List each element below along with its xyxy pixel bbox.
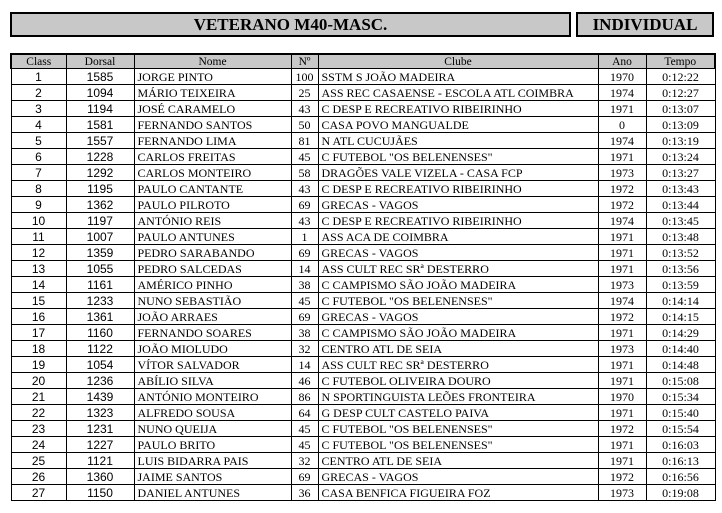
cell-nome: CARLOS FREITAS — [134, 149, 291, 165]
table-row — [11, 229, 715, 245]
cell-nome: DANIEL ANTUNES — [134, 485, 291, 501]
cell-class: 8 — [11, 181, 66, 197]
cell-ano: 1971 — [598, 149, 646, 165]
table-row — [11, 85, 715, 101]
cell-tempo: 0:14:29 — [646, 325, 715, 341]
cell-class: 10 — [11, 213, 66, 229]
cell-number: 69 — [291, 245, 318, 261]
cell-number: 1 — [291, 229, 318, 245]
cell-dorsal: 1360 — [66, 469, 134, 485]
cell-class: 3 — [11, 101, 66, 117]
cell-class: 23 — [11, 421, 66, 437]
cell-class: 22 — [11, 405, 66, 421]
table-row — [11, 453, 715, 469]
cell-number: 69 — [291, 309, 318, 325]
table-row — [11, 117, 715, 133]
cell-ano: 1972 — [598, 181, 646, 197]
cell-number: 32 — [291, 341, 318, 357]
cell-number: 64 — [291, 405, 318, 421]
cell-class: 15 — [11, 293, 66, 309]
cell-class: 19 — [11, 357, 66, 373]
table-row — [11, 165, 715, 181]
cell-dorsal: 1150 — [66, 485, 134, 501]
category-title — [10, 12, 571, 37]
cell-number: 43 — [291, 213, 318, 229]
cell-number: 86 — [291, 389, 318, 405]
cell-ano: 1974 — [598, 293, 646, 309]
table-row — [11, 437, 715, 453]
table-row — [11, 261, 715, 277]
cell-tempo: 0:13:43 — [646, 181, 715, 197]
cell-dorsal: 1197 — [66, 213, 134, 229]
cell-tempo: 0:13:07 — [646, 101, 715, 117]
cell-number: 45 — [291, 149, 318, 165]
cell-clube: C FUTEBOL OLIVEIRA DOURO — [318, 373, 598, 389]
cell-class: 25 — [11, 453, 66, 469]
cell-number: 45 — [291, 437, 318, 453]
cell-ano: 0 — [598, 117, 646, 133]
table-row — [11, 69, 715, 85]
table-row — [11, 341, 715, 357]
cell-tempo: 0:16:03 — [646, 437, 715, 453]
cell-class: 24 — [11, 437, 66, 453]
column-header-dorsal: Dorsal — [66, 54, 134, 69]
cell-class: 2 — [11, 85, 66, 101]
cell-clube: CENTRO ATL DE SEIA — [318, 453, 598, 469]
cell-clube: ASS ACA DE COIMBRA — [318, 229, 598, 245]
cell-class: 26 — [11, 469, 66, 485]
cell-tempo: 0:16:13 — [646, 453, 715, 469]
cell-clube: C DESP E RECREATIVO RIBEIRINHO — [318, 181, 598, 197]
cell-tempo: 0:14:48 — [646, 357, 715, 373]
cell-class: 14 — [11, 277, 66, 293]
cell-class: 5 — [11, 133, 66, 149]
cell-clube: G DESP CULT CASTELO PAIVA — [318, 405, 598, 421]
cell-class: 21 — [11, 389, 66, 405]
cell-tempo: 0:13:24 — [646, 149, 715, 165]
cell-ano: 1973 — [598, 485, 646, 501]
cell-ano: 1974 — [598, 85, 646, 101]
column-header-tempo: Tempo — [646, 54, 715, 69]
table-row — [11, 421, 715, 437]
cell-nome: NUNO QUEIJA — [134, 421, 291, 437]
cell-ano: 1971 — [598, 373, 646, 389]
results-table-body — [11, 69, 715, 501]
column-header-class: Class — [11, 54, 66, 69]
cell-clube: ASS REC CASAENSE - ESCOLA ATL COIMBRA — [318, 85, 598, 101]
cell-class: 1 — [11, 69, 66, 85]
cell-number: 43 — [291, 101, 318, 117]
cell-nome: FERNANDO LIMA — [134, 133, 291, 149]
cell-tempo: 0:13:19 — [646, 133, 715, 149]
cell-clube: C FUTEBOL "OS BELENENSES" — [318, 149, 598, 165]
cell-nome: JAIME SANTOS — [134, 469, 291, 485]
cell-number: 58 — [291, 165, 318, 181]
cell-number: 45 — [291, 293, 318, 309]
cell-ano: 1971 — [598, 101, 646, 117]
table-row — [11, 181, 715, 197]
cell-class: 4 — [11, 117, 66, 133]
cell-dorsal: 1362 — [66, 197, 134, 213]
cell-class: 6 — [11, 149, 66, 165]
cell-dorsal: 1094 — [66, 85, 134, 101]
results-table — [10, 53, 716, 501]
cell-ano: 1971 — [598, 261, 646, 277]
cell-clube: N SPORTINGUISTA LEÕES FRONTEIRA — [318, 389, 598, 405]
cell-dorsal: 1292 — [66, 165, 134, 181]
cell-number: 38 — [291, 325, 318, 341]
cell-number: 43 — [291, 181, 318, 197]
cell-number: 100 — [291, 69, 318, 85]
table-row — [11, 405, 715, 421]
column-header-nome: Nome — [134, 54, 291, 69]
cell-nome: LUIS BIDARRA PAIS — [134, 453, 291, 469]
cell-number: 25 — [291, 85, 318, 101]
cell-nome: PAULO PILROTO — [134, 197, 291, 213]
cell-number: 69 — [291, 197, 318, 213]
cell-ano: 1971 — [598, 229, 646, 245]
cell-dorsal: 1439 — [66, 389, 134, 405]
cell-dorsal: 1194 — [66, 101, 134, 117]
cell-nome: PAULO CANTANTE — [134, 181, 291, 197]
cell-dorsal: 1585 — [66, 69, 134, 85]
table-row — [11, 149, 715, 165]
cell-ano: 1973 — [598, 341, 646, 357]
cell-clube: C DESP E RECREATIVO RIBEIRINHO — [318, 213, 598, 229]
cell-clube: CASA POVO MANGUALDE — [318, 117, 598, 133]
cell-class: 11 — [11, 229, 66, 245]
cell-clube: DRAGÕES VALE VIZELA - CASA FCP — [318, 165, 598, 181]
cell-clube: C DESP E RECREATIVO RIBEIRINHO — [318, 101, 598, 117]
cell-nome: MÁRIO TEIXEIRA — [134, 85, 291, 101]
cell-tempo: 0:12:27 — [646, 85, 715, 101]
cell-nome: ABÍLIO SILVA — [134, 373, 291, 389]
cell-class: 7 — [11, 165, 66, 181]
cell-ano: 1971 — [598, 437, 646, 453]
cell-nome: PEDRO SARABANDO — [134, 245, 291, 261]
cell-tempo: 0:13:09 — [646, 117, 715, 133]
cell-dorsal: 1581 — [66, 117, 134, 133]
table-row — [11, 389, 715, 405]
cell-dorsal: 1228 — [66, 149, 134, 165]
table-row — [11, 309, 715, 325]
cell-clube: GRECAS - VAGOS — [318, 197, 598, 213]
cell-clube: C FUTEBOL "OS BELENENSES" — [318, 421, 598, 437]
cell-nome: JOÃO MIOLUDO — [134, 341, 291, 357]
cell-dorsal: 1195 — [66, 181, 134, 197]
table-row — [11, 293, 715, 309]
cell-clube: N ATL CUCUJÃES — [318, 133, 598, 149]
cell-tempo: 0:13:56 — [646, 261, 715, 277]
cell-nome: JOÃO ARRAES — [134, 309, 291, 325]
classification-mode — [576, 12, 714, 37]
cell-number: 46 — [291, 373, 318, 389]
cell-dorsal: 1236 — [66, 373, 134, 389]
cell-tempo: 0:13:59 — [646, 277, 715, 293]
table-row — [11, 101, 715, 117]
cell-tempo: 0:13:52 — [646, 245, 715, 261]
cell-number: 69 — [291, 469, 318, 485]
cell-nome: AMÉRICO PINHO — [134, 277, 291, 293]
cell-dorsal: 1359 — [66, 245, 134, 261]
table-row — [11, 133, 715, 149]
cell-dorsal: 1323 — [66, 405, 134, 421]
column-header-number: Nº — [291, 54, 318, 69]
cell-dorsal: 1557 — [66, 133, 134, 149]
cell-clube: SSTM S JOÃO MADEIRA — [318, 69, 598, 85]
cell-ano: 1972 — [598, 469, 646, 485]
cell-number: 32 — [291, 453, 318, 469]
cell-number: 50 — [291, 117, 318, 133]
cell-tempo: 0:15:34 — [646, 389, 715, 405]
cell-nome: ANTÓNIO MONTEIRO — [134, 389, 291, 405]
column-header-clube: Clube — [318, 54, 598, 69]
table-row — [11, 485, 715, 501]
cell-tempo: 0:15:54 — [646, 421, 715, 437]
cell-ano: 1973 — [598, 277, 646, 293]
cell-dorsal: 1160 — [66, 325, 134, 341]
cell-dorsal: 1122 — [66, 341, 134, 357]
cell-tempo: 0:16:56 — [646, 469, 715, 485]
cell-ano: 1971 — [598, 453, 646, 469]
cell-dorsal: 1055 — [66, 261, 134, 277]
cell-clube: GRECAS - VAGOS — [318, 245, 598, 261]
cell-nome: JOSÉ CARAMELO — [134, 101, 291, 117]
cell-ano: 1971 — [598, 357, 646, 373]
cell-clube: GRECAS - VAGOS — [318, 469, 598, 485]
table-row — [11, 197, 715, 213]
cell-dorsal: 1161 — [66, 277, 134, 293]
cell-number: 14 — [291, 357, 318, 373]
results-table-header — [11, 54, 715, 69]
cell-nome: PAULO ANTUNES — [134, 229, 291, 245]
cell-class: 17 — [11, 325, 66, 341]
cell-number: 14 — [291, 261, 318, 277]
cell-ano: 1971 — [598, 325, 646, 341]
cell-dorsal: 1233 — [66, 293, 134, 309]
table-row — [11, 213, 715, 229]
cell-clube: C FUTEBOL "OS BELENENSES" — [318, 437, 598, 453]
cell-class: 27 — [11, 485, 66, 501]
cell-ano: 1971 — [598, 245, 646, 261]
table-row — [11, 357, 715, 373]
cell-class: 9 — [11, 197, 66, 213]
cell-tempo: 0:13:48 — [646, 229, 715, 245]
cell-tempo: 0:14:14 — [646, 293, 715, 309]
cell-dorsal: 1227 — [66, 437, 134, 453]
table-row — [11, 277, 715, 293]
cell-nome: CARLOS MONTEIRO — [134, 165, 291, 181]
cell-clube: GRECAS - VAGOS — [318, 309, 598, 325]
category-title-text: VETERANO M40-MASC. — [193, 14, 388, 34]
cell-ano: 1972 — [598, 197, 646, 213]
cell-number: 36 — [291, 485, 318, 501]
cell-tempo: 0:15:40 — [646, 405, 715, 421]
cell-dorsal: 1054 — [66, 357, 134, 373]
cell-clube: C CAMPISMO SÃO JOÃO MADEIRA — [318, 277, 598, 293]
cell-class: 13 — [11, 261, 66, 277]
cell-clube: CENTRO ATL DE SEIA — [318, 341, 598, 357]
cell-nome: NUNO SEBASTIÃO — [134, 293, 291, 309]
cell-ano: 1971 — [598, 405, 646, 421]
cell-nome: JORGE PINTO — [134, 69, 291, 85]
table-row — [11, 325, 715, 341]
cell-ano: 1970 — [598, 69, 646, 85]
cell-clube: C FUTEBOL "OS BELENENSES" — [318, 293, 598, 309]
cell-clube: ASS CULT REC SRª DESTERRO — [318, 357, 598, 373]
cell-ano: 1970 — [598, 389, 646, 405]
cell-tempo: 0:13:27 — [646, 165, 715, 181]
cell-nome: PEDRO SALCEDAS — [134, 261, 291, 277]
cell-class: 18 — [11, 341, 66, 357]
cell-tempo: 0:14:40 — [646, 341, 715, 357]
cell-tempo: 0:12:22 — [646, 69, 715, 85]
cell-number: 38 — [291, 277, 318, 293]
cell-ano: 1974 — [598, 213, 646, 229]
cell-nome: ANTÓNIO REIS — [134, 213, 291, 229]
cell-clube: ASS CULT REC SRª DESTERRO — [318, 261, 598, 277]
header-row — [11, 54, 715, 69]
cell-tempo: 0:14:15 — [646, 309, 715, 325]
cell-nome: VÍTOR SALVADOR — [134, 357, 291, 373]
cell-nome: ALFREDO SOUSA — [134, 405, 291, 421]
cell-ano: 1972 — [598, 309, 646, 325]
cell-class: 12 — [11, 245, 66, 261]
cell-number: 45 — [291, 421, 318, 437]
cell-ano: 1973 — [598, 165, 646, 181]
column-header-ano: Ano — [598, 54, 646, 69]
table-row — [11, 469, 715, 485]
cell-dorsal: 1007 — [66, 229, 134, 245]
cell-tempo: 0:13:44 — [646, 197, 715, 213]
table-row — [11, 373, 715, 389]
cell-clube: C CAMPISMO SÃO JOÃO MADEIRA — [318, 325, 598, 341]
cell-dorsal: 1121 — [66, 453, 134, 469]
cell-nome: FERNANDO SOARES — [134, 325, 291, 341]
cell-ano: 1972 — [598, 421, 646, 437]
cell-tempo: 0:13:45 — [646, 213, 715, 229]
cell-nome: PAULO BRITO — [134, 437, 291, 453]
table-row — [11, 245, 715, 261]
cell-clube: CASA BENFICA FIGUEIRA FOZ — [318, 485, 598, 501]
cell-dorsal: 1361 — [66, 309, 134, 325]
cell-nome: FERNANDO SANTOS — [134, 117, 291, 133]
cell-dorsal: 1231 — [66, 421, 134, 437]
cell-number: 81 — [291, 133, 318, 149]
cell-ano: 1974 — [598, 133, 646, 149]
cell-tempo: 0:15:08 — [646, 373, 715, 389]
classification-mode-text: INDIVIDUAL — [592, 14, 698, 34]
cell-tempo: 0:19:08 — [646, 485, 715, 501]
cell-class: 16 — [11, 309, 66, 325]
cell-class: 20 — [11, 373, 66, 389]
